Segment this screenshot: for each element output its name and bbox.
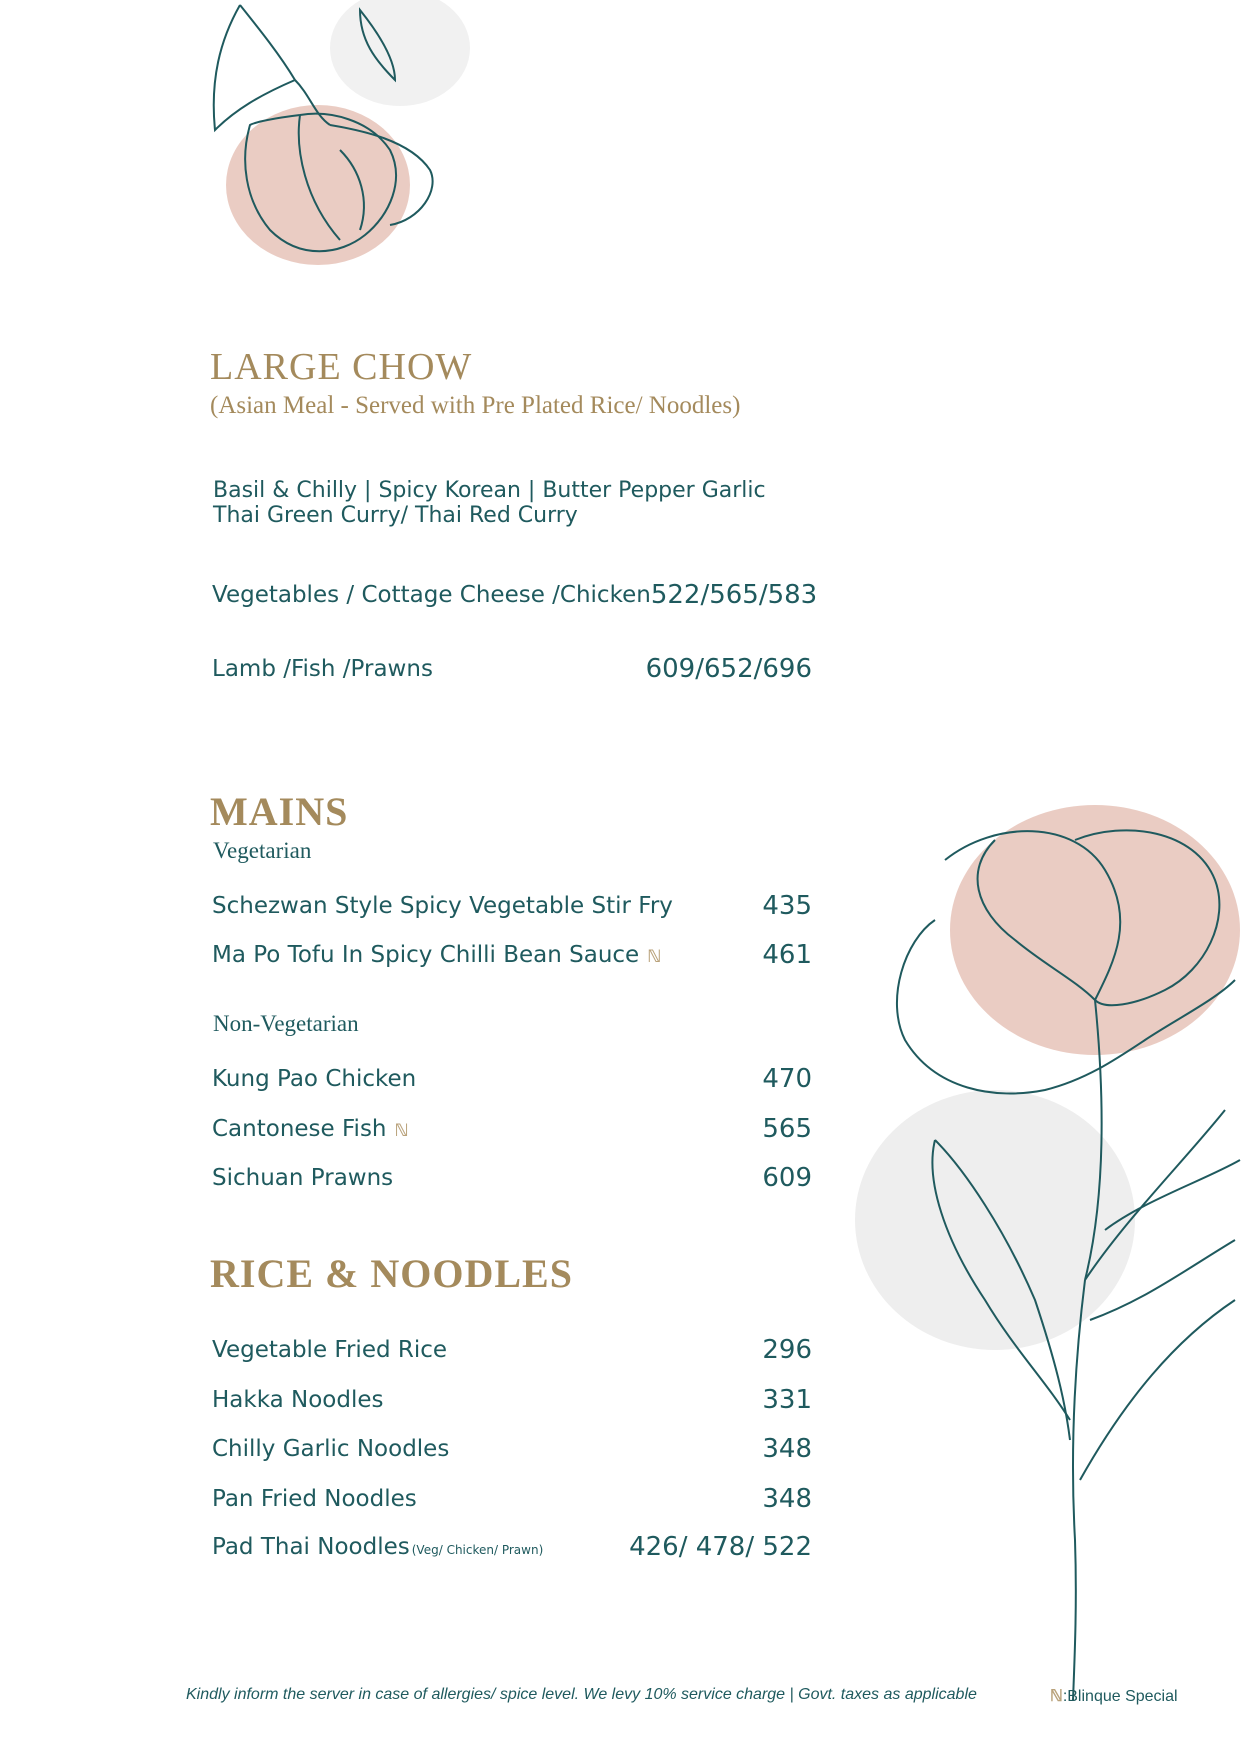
menu-item: [212, 578, 818, 612]
item-name: Cantonese Fish: [212, 1116, 387, 1142]
item-price: 348: [762, 1484, 812, 1514]
item-price: 426/ 478/ 522: [629, 1532, 812, 1562]
menu-item: [212, 1161, 812, 1195]
sauces-line-2: Thai Green Curry/ Thai Red Curry: [213, 503, 578, 528]
floral-decoration-top: [200, 0, 500, 280]
item-name: Hakka Noodles: [212, 1387, 384, 1413]
item-name: Pad Thai Noodles: [212, 1534, 410, 1560]
menu-item: [212, 1530, 812, 1564]
blinque-special-icon: ℕ: [394, 1121, 409, 1141]
item-name: Lamb /Fish /Prawns: [212, 656, 433, 682]
item-name: Vegetable Fried Rice: [212, 1337, 448, 1363]
menu-item: [212, 938, 812, 972]
non-vegetarian-label: Non-Vegetarian: [213, 1011, 359, 1036]
item-name: Kung Pao Chicken: [212, 1066, 417, 1092]
menu-item: [212, 1432, 812, 1466]
item-price: 609/652/696: [645, 654, 812, 684]
item-price: 461: [762, 940, 812, 970]
floral-decoration-right: [845, 800, 1241, 1700]
item-price: 470: [762, 1064, 812, 1094]
legend-text: :Blinque Special: [1062, 1688, 1178, 1705]
menu-item: [212, 1062, 812, 1096]
blinque-special-icon: ℕ: [647, 947, 662, 967]
menu-item: [212, 652, 812, 686]
menu-item: [212, 1333, 812, 1367]
item-price: 331: [762, 1385, 812, 1415]
item-name: Ma Po Tofu In Spicy Chilli Bean Sauce: [212, 942, 640, 968]
item-price: 435: [762, 891, 812, 921]
item-name: Sichuan Prawns: [212, 1165, 394, 1191]
item-price: 348: [762, 1434, 812, 1464]
large-chow-title: LARGE CHOW: [210, 346, 473, 388]
rice-noodles-title: RICE & NOODLES: [210, 1251, 573, 1296]
footer-note: Kindly inform the server in case of allergies/ spice level. We levy 10% service charge | Govt. taxes as applicable: [186, 1686, 977, 1703]
item-name: Chilly Garlic Noodles: [212, 1436, 450, 1462]
blinque-special-icon: ℕ: [1050, 1688, 1063, 1705]
item-price: 609: [762, 1163, 812, 1193]
sauces-line-1: Basil & Chilly | Spicy Korean | Butter Pepper Garlic: [213, 478, 766, 503]
item-note: (Veg/ Chicken/ Prawn): [411, 1543, 544, 1557]
menu-item: [212, 889, 812, 923]
vegetarian-label: Vegetarian: [213, 838, 312, 863]
item-name: Vegetables / Cottage Cheese /Chicken: [212, 582, 651, 608]
item-price: 565: [762, 1114, 812, 1144]
mains-title: MAINS: [210, 789, 349, 834]
item-price: 296: [762, 1335, 812, 1365]
menu-item: [212, 1112, 812, 1146]
special-legend: [1050, 1686, 1178, 1706]
item-name: Pan Fried Noodles: [212, 1486, 417, 1512]
item-price: 522/565/583: [650, 580, 818, 610]
large-chow-subtitle: (Asian Meal - Served with Pre Plated Rice/ Noodles): [210, 392, 741, 419]
menu-item: [212, 1383, 812, 1417]
item-name: Schezwan Style Spicy Vegetable Stir Fry: [212, 893, 673, 919]
menu-item: [212, 1482, 812, 1516]
